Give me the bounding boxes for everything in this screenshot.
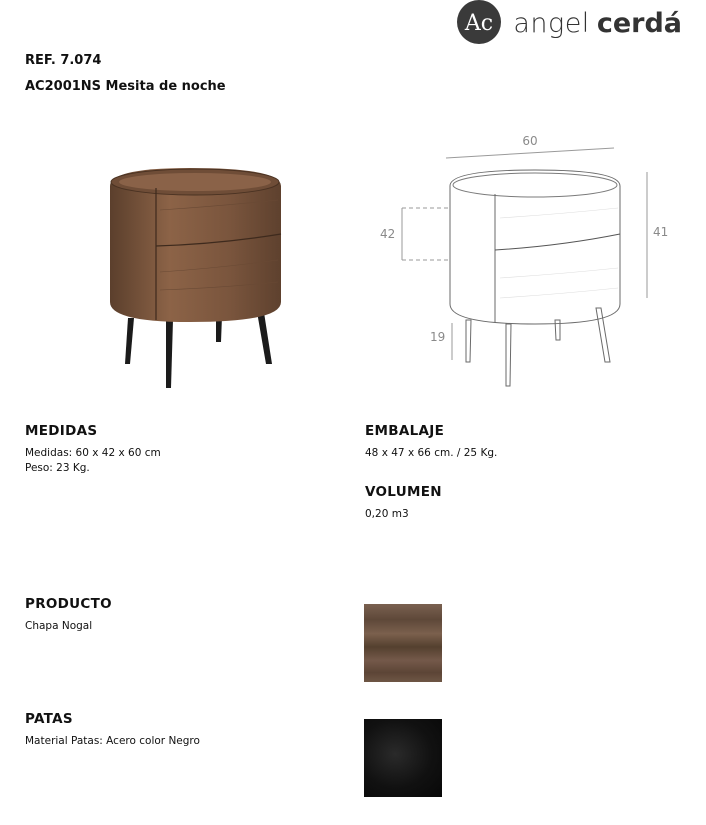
brand-logo (453, 0, 682, 46)
product-title: AC2001NS Mesita de noche (25, 79, 226, 94)
producto-heading: PRODUCTO (25, 596, 112, 612)
volumen-text: 0,20 m3 (365, 508, 409, 520)
brand-name-light: angel (513, 7, 590, 39)
reference-number: REF. 7.074 (25, 53, 102, 68)
dimension-leg-height-label: 19 (430, 330, 446, 344)
dimension-drawer-height-label: 42 (380, 227, 396, 241)
patas-text: Material Patas: Acero color Negro (25, 735, 200, 747)
embalaje-text: 48 x 47 x 66 cm. / 25 Kg. (365, 447, 498, 459)
brand-mark-icon (453, 0, 505, 46)
brand-mark-text: Ac (465, 11, 494, 36)
steel-swatch (364, 719, 442, 797)
wood-swatch (364, 604, 442, 682)
dimension-width-label: 60 (522, 134, 538, 148)
technical-drawing (370, 128, 670, 393)
product-photo (100, 160, 290, 395)
medidas-heading: MEDIDAS (25, 423, 98, 439)
medidas-weight: Peso: 23 Kg. (25, 462, 90, 474)
medidas-text (25, 446, 161, 476)
medidas-dimensions: Medidas: 60 x 42 x 60 cm (25, 447, 161, 459)
dimension-total-height-label: 41 (653, 225, 669, 239)
brand-name-bold: cerdá (596, 7, 682, 39)
producto-text: Chapa Nogal (25, 620, 93, 632)
embalaje-heading: EMBALAJE (365, 423, 445, 439)
volumen-heading: VOLUMEN (365, 484, 442, 500)
patas-heading: PATAS (25, 711, 73, 727)
